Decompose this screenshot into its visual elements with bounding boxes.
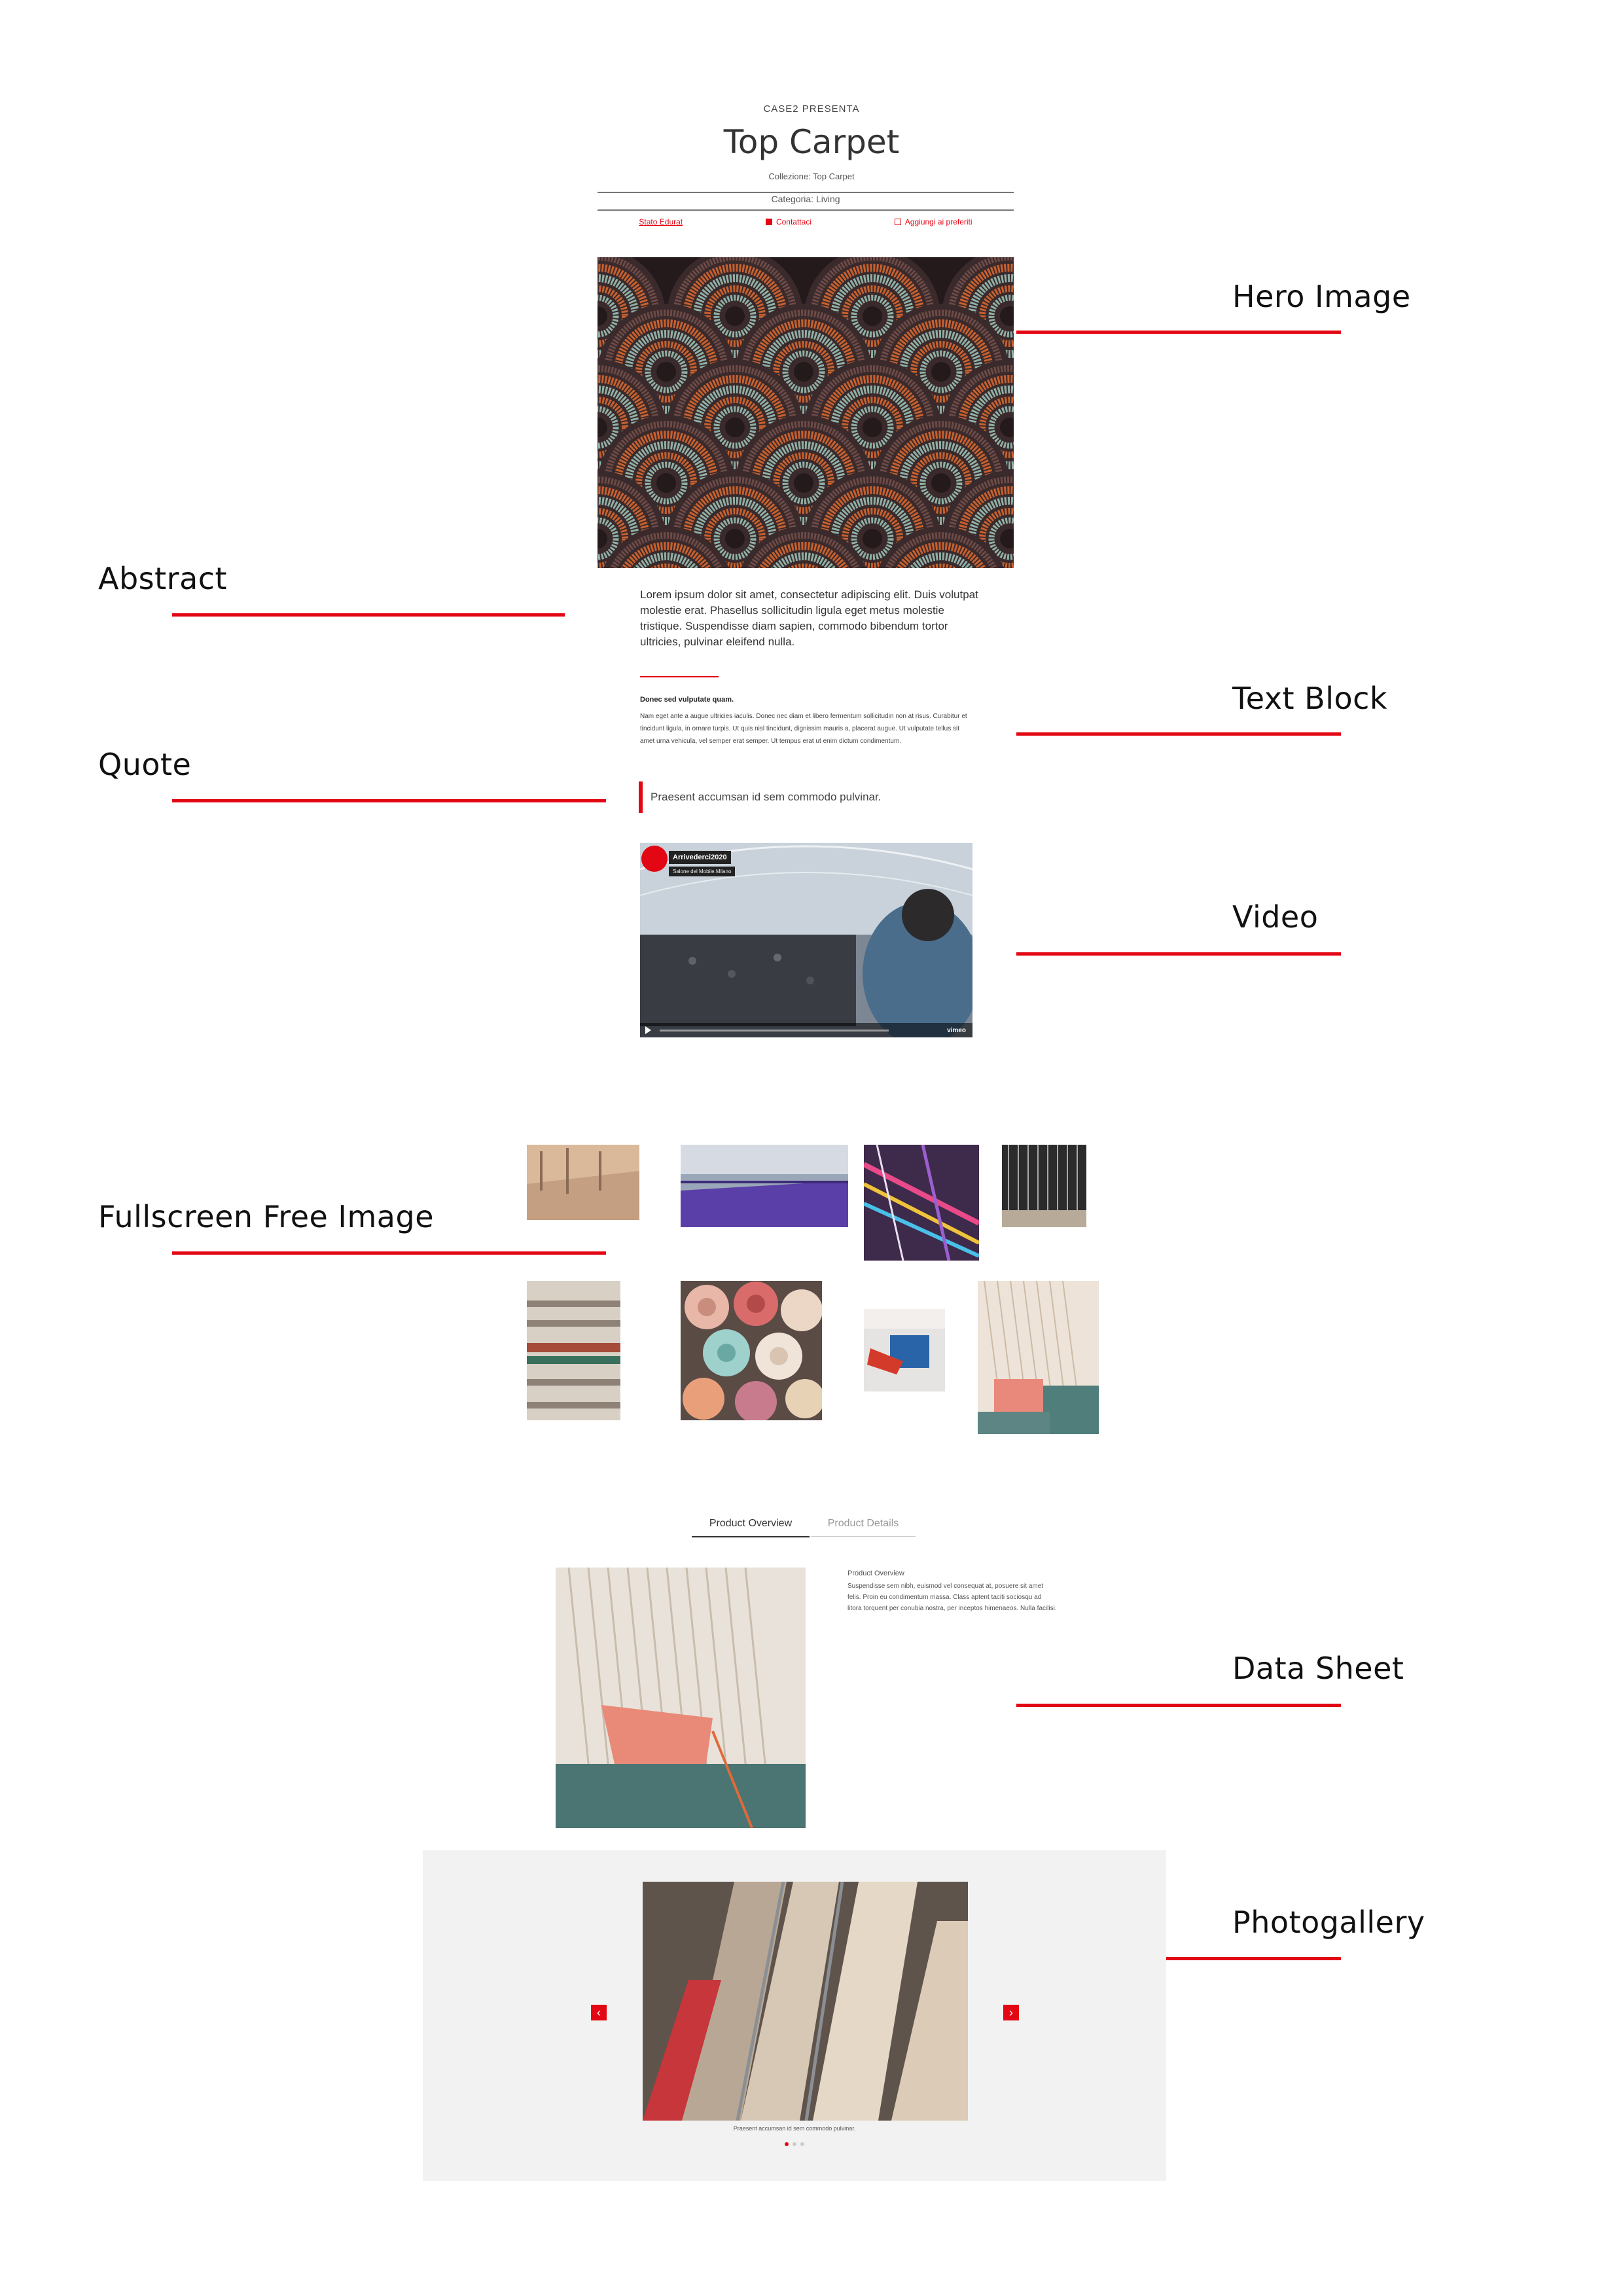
free-image-factory [681,1145,848,1227]
hero-pattern [597,257,1014,568]
play-icon[interactable] [645,1026,651,1034]
annotation-data-sheet: Data Sheet [1232,1651,1404,1686]
photogallery [423,1850,1166,2181]
abstract-divider [640,676,719,677]
data-sheet-graphic [556,1568,806,1828]
gallery-caption: Praesent accumsan id sem commodo pulvinar. [733,2125,856,2132]
free-image-tufting [864,1309,945,1391]
add-favourite-action[interactable] [895,217,972,226]
mail-icon [766,219,772,225]
gallery-dot[interactable] [785,2142,789,2146]
eyebrow-label: CASE2 PRESENTA [763,103,860,115]
free-image-colored-threads [864,1145,979,1261]
quote-accent-bar [639,781,643,813]
free-image-graphic [1002,1145,1086,1227]
channel-logo[interactable] [641,846,668,872]
collection-label: Collezione: Top Carpet [768,171,855,181]
data-sheet-tabs [692,1518,918,1544]
annotation-line-free-image [172,1251,606,1255]
annotation-line-data-sheet [1016,1704,1341,1707]
bookmark-icon [895,219,901,225]
contact-action-label: Contattaci [776,217,812,226]
free-image-warp [1002,1145,1086,1227]
annotation-photogallery: Photogallery [1232,1905,1425,1940]
tab-product-details[interactable]: Product Details [811,1518,916,1537]
video-progress-bar[interactable] [660,1030,889,1031]
annotation-text-block: Text Block [1232,681,1388,716]
free-image-bobbins [527,1281,620,1420]
divider [597,209,1014,211]
free-image-graphic [864,1309,945,1391]
video-subtitle: Salone del Mobile.Milano [669,867,735,876]
favourite-action-label: Aggiungi ai preferiti [904,217,972,226]
free-image-graphic [978,1281,1099,1434]
annotation-line-hero [1016,331,1341,334]
text-block-title: Donec sed vulputate quam. [640,696,734,704]
free-image-graphic [527,1281,620,1420]
contact-action[interactable] [766,217,812,226]
video-title[interactable]: Arrivederci2020 [669,851,731,864]
gallery-image [643,1882,968,2121]
divider [597,192,1014,193]
data-sheet-heading: Product Overview [847,1570,904,1577]
free-image-graphic [681,1145,848,1227]
free-image-graphic [681,1281,822,1420]
data-sheet-image [556,1568,806,1828]
quote-text: Praesent accumsan id sem commodo pulvinar. [651,791,882,803]
gallery-prev-button[interactable]: ‹ [591,2005,607,2020]
annotation-line-video [1016,952,1341,956]
annotation-hero-image: Hero Image [1232,279,1411,314]
free-image-loom-hands [527,1145,639,1220]
annotation-line-quote [172,799,606,802]
action-link-label: Stato Edurat [639,217,683,226]
free-image-graphic [527,1145,639,1220]
annotation-video: Video [1232,899,1319,935]
page-title: Top Carpet [723,123,900,161]
annotation-line-abstract [172,613,565,617]
category-label: Categoria: Living [771,194,840,204]
video-player[interactable] [640,843,972,1037]
free-image-graphic [864,1145,979,1261]
annotation-fullscreen-free-image: Fullscreen Free Image [98,1199,434,1234]
hero-image [597,257,1014,568]
gallery-dot[interactable] [793,2142,796,2146]
gallery-next-button[interactable]: › [1003,2005,1019,2020]
tab-product-overview[interactable]: Product Overview [692,1518,810,1537]
text-block-body: Nam eget ante a augue ultricies iaculis. Donec nec diam et libero fermentum sollicitudin non at risus. Curabitur et tincidunt ligula, in ornare turpis. Ut quis nisl tincidunt, dignissim mauris a, placerat augue. Ut vulputate tellus sit amet urna vehicula, vel semper erat semper. Ut tempus erat ut enim dictum condimentum. [640,713,967,745]
free-image-rolled-rugs [681,1281,822,1420]
gallery-dot[interactable] [800,2142,804,2146]
abstract-text: Lorem ipsum dolor sit amet, consectetur adipiscing elit. Duis volutpat molestie erat. Phasellus sollicitudin ligula eget metus molestie tristique. Suspendisse diam sapien, commodo bibendum tortor ultricies, pulvinar eleifend nulla. [640,588,978,648]
gallery-pagination [423,2142,1166,2146]
vimeo-logo[interactable]: vimeo [947,1027,966,1034]
annotation-abstract: Abstract [98,561,228,596]
action-bar [597,217,1014,226]
annotation-quote: Quote [98,747,192,782]
data-sheet-body: Suspendisse sem nibh, euismod vel consequat at, posuere sit amet felis. Proin eu condimentum massa. Class aptent taciti sociosqu ad litora torquent per conubia nostra, per inceptos himenaeos. Nulla facilisi. [847,1583,1057,1612]
gallery-graphic [643,1882,968,2121]
free-image-loom-detail [978,1281,1099,1434]
action-link[interactable] [639,217,683,226]
annotation-line-text-block [1016,732,1341,736]
